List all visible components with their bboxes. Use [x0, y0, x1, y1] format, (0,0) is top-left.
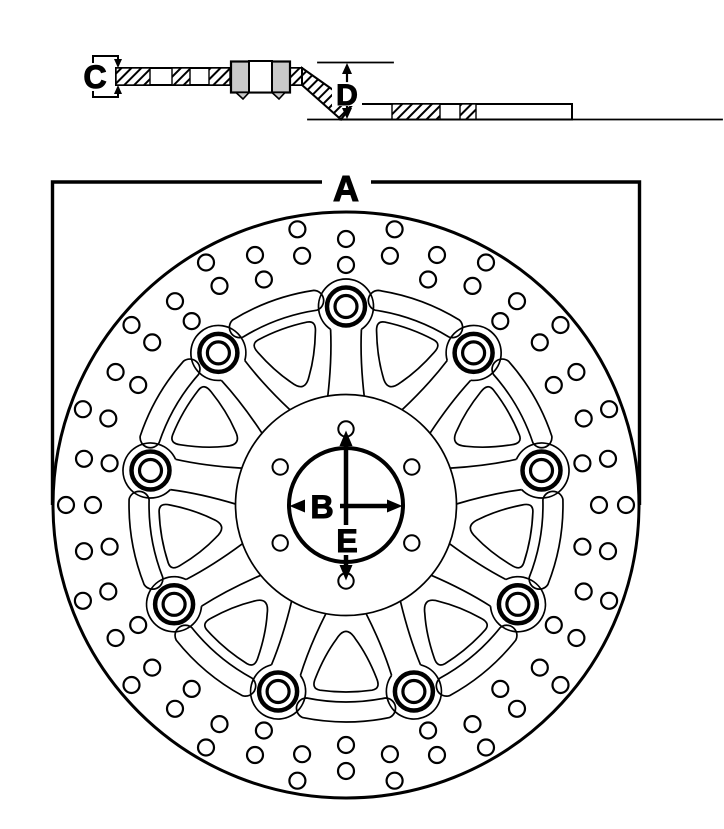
rivet-pin-section: [249, 61, 272, 93]
dim-label-d: D: [336, 79, 358, 112]
dim-label-b: B: [310, 489, 334, 525]
rivet-button-section: [231, 61, 290, 99]
dim-label-e: E: [336, 523, 358, 559]
dim-label-a: A: [333, 168, 359, 209]
dim-label-c: C: [83, 59, 107, 95]
